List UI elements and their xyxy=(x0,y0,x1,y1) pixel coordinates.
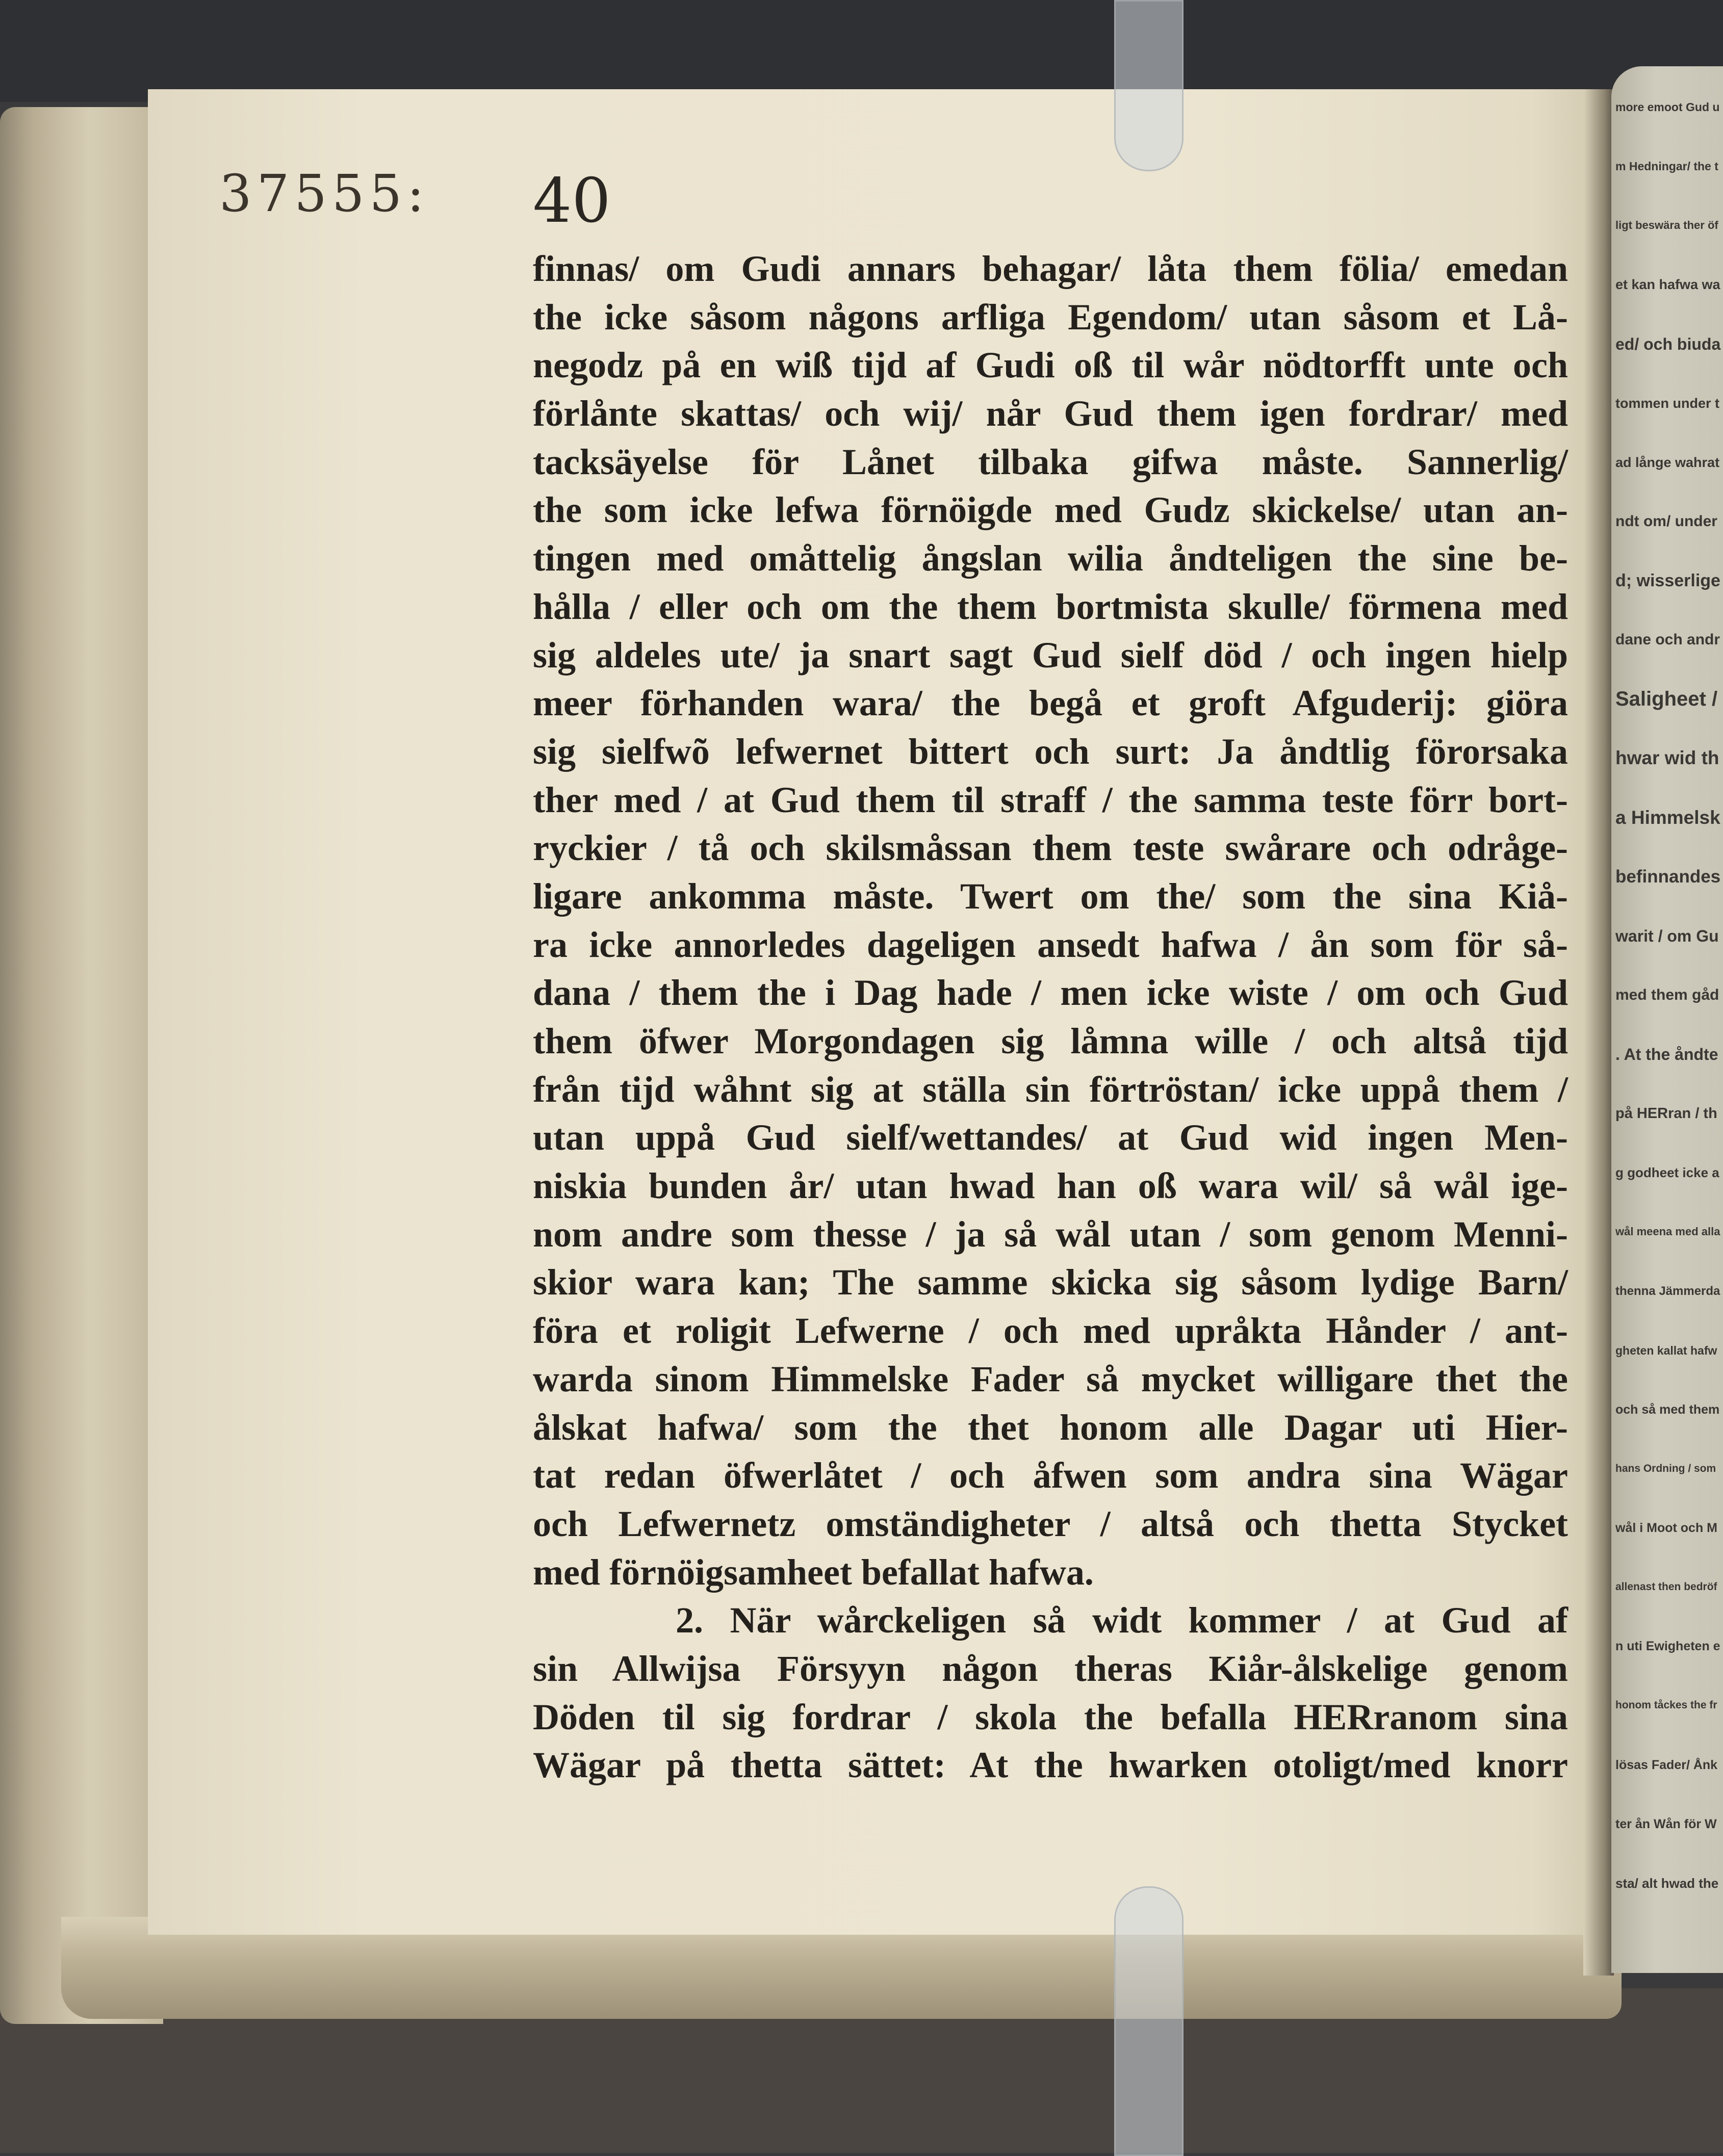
text-line: nom andre som thesse / ja så wål utan / som genom Menni- xyxy=(533,1213,1568,1255)
facing-page-line: sta/ alt hwad the xyxy=(1615,1875,1719,1891)
text-line: med förnöigsamheet befallat hafwa. xyxy=(533,1551,1094,1593)
facing-page-line: wål i Moot och M xyxy=(1615,1521,1717,1536)
facing-page-line: hwar wid th xyxy=(1615,747,1719,769)
facing-page-line: ter ån Wån för W xyxy=(1615,1816,1717,1831)
facing-page-line: befinnandes xyxy=(1615,866,1721,887)
page-holder-clip-bottom xyxy=(1114,1886,1184,2156)
page-edges-left xyxy=(0,107,163,2024)
facing-page-line: ndt om/ under xyxy=(1615,512,1717,530)
facing-page-line: n uti Ewigheten e xyxy=(1615,1639,1720,1654)
facing-page-line: more emoot Gud u xyxy=(1615,100,1720,114)
text-line: finnas/ om Gudi annars behagar/ låta them fölia/ emedan xyxy=(533,248,1568,289)
text-line: från tijd wåhnt sig at ställa sin förtröstan/ icke uppå them / xyxy=(533,1069,1568,1110)
text-line: ryckier / tå och skilsmåssan them teste swårare och odråge- xyxy=(533,827,1568,869)
body-text xyxy=(533,245,1568,1789)
text-line: the som icke lefwa förnöigde med Gudz skickelse/ utan an- xyxy=(533,489,1568,531)
facing-page-line: tommen under t xyxy=(1615,395,1720,411)
text-line: förlånte skattas/ och wij/ når Gud them igen fordrar/ med xyxy=(533,393,1568,434)
page-number: 40 xyxy=(533,166,611,237)
facing-page-line: g godheet icke a xyxy=(1615,1165,1719,1181)
facing-page-line: honom tåckes the fr xyxy=(1615,1699,1717,1711)
text-line: tingen med omåttelig ångslan wilia åndteligen the sine be- xyxy=(533,538,1568,579)
facing-page-line: ad långe wahrat xyxy=(1615,454,1720,470)
book-gutter xyxy=(1583,89,1614,1976)
text-line: sig sielfwõ lefwernet bittert och surt: Ja åndtlig förorsaka xyxy=(533,731,1568,772)
text-line: negodz på en wiß tijd af Gudi oß til wår nödtorfft unte och xyxy=(533,345,1568,386)
facing-page-line: wål meena med alla xyxy=(1615,1225,1720,1238)
text-line: och Lefwernetz omständigheter / altså och thetta Stycket xyxy=(533,1503,1568,1544)
text-line: sig aldeles ute/ ja snart sagt Gud sielf död / och ingen hielp xyxy=(533,634,1568,676)
text-line: dana / them the i Dag hade / men icke wiste / om och Gud xyxy=(533,972,1568,1014)
text-line: sin Allwijsa Försyyn någon theras Kiår-ålskelige genom xyxy=(533,1648,1568,1689)
text-line: hålla / eller och om the them bortmista skulle/ förmena med xyxy=(533,586,1568,627)
facing-page-line: dane och andr xyxy=(1615,631,1720,648)
facing-page-line: hans Ordning / som xyxy=(1615,1462,1716,1474)
text-line: Döden til sig fordrar / skola the befalla HERranom sina xyxy=(533,1696,1568,1737)
text-line: 2. När wårckeligen så widt kommer / at Gud af xyxy=(676,1600,1568,1641)
facing-page-line: med them gåd xyxy=(1615,986,1719,1003)
page-holder-clip-top xyxy=(1114,0,1184,171)
text-line: the icke såsom någons arfliga Egendom/ utan såsom et Lå- xyxy=(533,296,1568,337)
text-line: Wägar på thetta sättet: At the hwarken otoligt/med knorr xyxy=(533,1745,1568,1786)
facing-page-line: lösas Fader/ Ånk xyxy=(1615,1757,1718,1772)
text-line: ålskat hafwa/ som the thet honom alle Dagar uti Hier- xyxy=(533,1407,1568,1448)
text-line: warda sinom Himmelske Fader så mycket willigare thet the xyxy=(533,1358,1568,1399)
facing-page-line: gheten kallat hafw xyxy=(1615,1343,1717,1357)
text-line: utan uppå Gud sielf/wettandes/ at Gud wid ingen Men- xyxy=(533,1117,1568,1158)
text-line: skior wara kan; The samme skicka sig såsom lydige Barn/ xyxy=(533,1262,1568,1303)
scan-background xyxy=(0,0,1723,102)
text-line: tacksäyelse för Lånet tilbaka gifwa måste. Sannerlig/ xyxy=(533,441,1568,482)
facing-page-line: och så med them xyxy=(1615,1402,1720,1417)
facing-page-line: på HERran / th xyxy=(1615,1105,1717,1122)
facing-page xyxy=(1611,66,1723,1973)
facing-page-line: ed/ och biuda xyxy=(1615,334,1721,353)
facing-page-line: warit / om Gu xyxy=(1615,926,1719,945)
facing-page-line: d; wisserlige xyxy=(1615,571,1720,591)
facing-page-line: . At the åndte xyxy=(1615,1045,1718,1064)
text-line: ra icke annorledes dageligen ansedt hafwa / ån som för så- xyxy=(533,924,1568,965)
text-line: föra et roligit Lefwerne / och med upråkta Hånder / ant- xyxy=(533,1310,1568,1352)
text-line: niskia bunden år/ utan hwad han oß wara wil/ så wål ige- xyxy=(533,1165,1568,1207)
text-line: ther med / at Gud them til straff / the samma teste förr bort- xyxy=(533,779,1568,820)
facing-page-line: allenast then bedröf xyxy=(1615,1581,1717,1593)
text-line: them öfwer Morgondagen sig låmna wille / och altså tijd xyxy=(533,1021,1568,1061)
text-line: tat redan öfwerlåtet / och åfwen som andra sina Wägar xyxy=(533,1455,1568,1496)
text-line: ligare ankomma måste. Twert om the/ som the sina Kiå- xyxy=(533,875,1568,917)
facing-page-line: et kan hafwa wa xyxy=(1615,277,1720,293)
text-line: meer förhanden wara/ the begå et groft Afguderij: giöra xyxy=(533,683,1568,724)
facing-page-line: a Himmelsk xyxy=(1615,807,1720,828)
facing-page-line: Saligheet / xyxy=(1615,688,1718,711)
facing-page-line: ligt beswära ther öf xyxy=(1615,219,1718,232)
facing-page-line: m Hedningar/ the t xyxy=(1615,160,1718,173)
facing-page-line: thenna Jämmerda xyxy=(1615,1284,1720,1298)
pencil-shelfmark: 37555: xyxy=(219,164,429,223)
